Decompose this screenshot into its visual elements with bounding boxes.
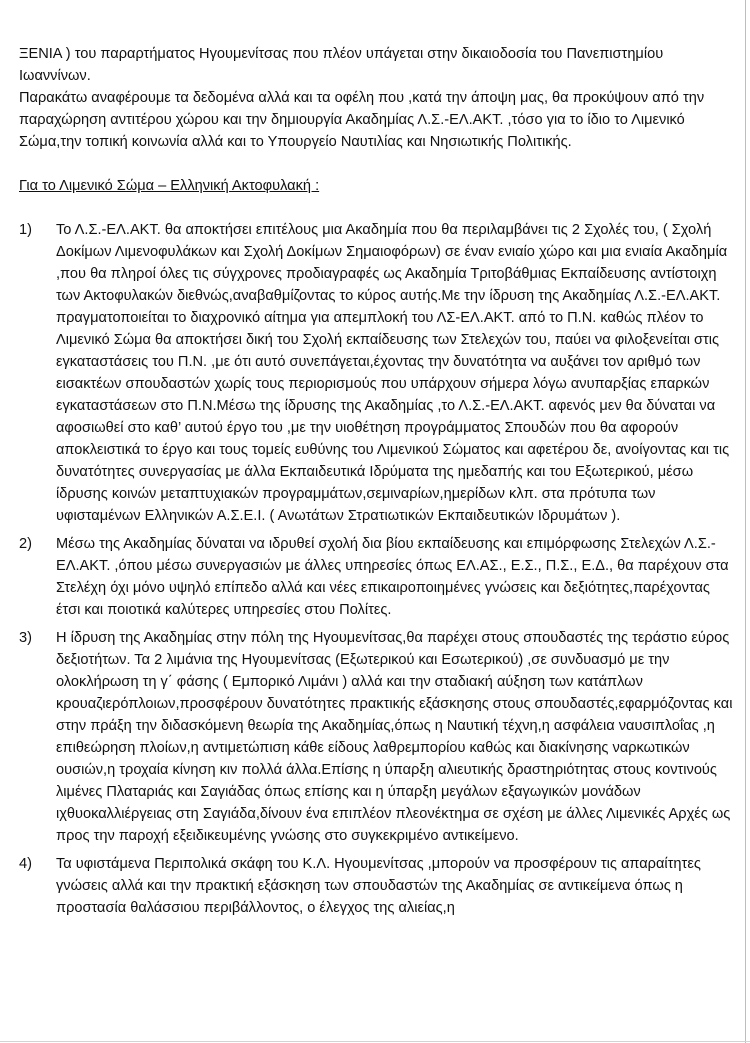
list-item — [19, 853, 735, 919]
list-item-text: Μέσω της Ακαδημίας δύναται να ιδρυθεί σχολή δια βίου εκπαίδευσης και επιμόρφωσης Στελεχών Λ.Σ.-ΕΛ.ΑΚΤ. ,όπου μέσω συνεργασιών με άλλες υπηρεσίες όπως ΕΛ.ΑΣ., Ε.Σ., Π.Σ., Ε.Δ., θα παρέχουν στα Στελέχη όχι μόνο υψηλό επίπεδο αλλά και νέες επικαιροποιημένες γνώσεις και δεξιότητες,παρέχοντας έτσι και ποιοτικά καλύτερες υπηρεσίες στου Πολίτες. — [56, 536, 729, 618]
page-edge-bottom — [0, 1041, 750, 1042]
list-item-number: 4) — [19, 856, 32, 872]
list-item — [19, 533, 735, 621]
list-item-text: Η ίδρυση της Ακαδημίας στην πόλη της Ηγουμενίτσας,θα παρέχει στους σπουδαστές της τεράστιο εύρος δεξιοτήτων. Τα 2 λιμάνια της Ηγουμενίτσας (Εξωτερικού και Εσωτερικού) ,σε συνδυασμό με την ολοκλήρωση τη γ΄ φάσης ( Εμπορικό Λιμάνι ) αλλά και την σταδιακή αύξηση των κατάπλων κρουαζιερόπλοιων,προσφέρουν δυνατότητες πρακτικής εξάσκησης στους σπουδαστές,εφαρμόζοντας και στην πράξη την διδασκόμενη θεωρία της Ακαδημίας,όπως η Ναυτική τέχνη,η ασφάλεια ναυσιπλοΐας ,η επιθεώρηση πλοίων,η αντιμετώπιση κάθε είδους λαθρεμπορίου καθώς και διακίνησης ναρκωτικών ουσιών,η τροχαία κίνηση κιν πολλά άλλα.Επίσης η ύπαρξη αλιευτικής δραστηριότητας στους κοντινούς λιμένες Πλαταριάς και Σαγιάδας όπως επίσης και η ύπαρξη μεγάλων εξαγωγικών μονάδων ιχθυοκαλλιέργειας στη Σαγιάδα,δίνουν ένα επιπλέον πλεονέκτημα σε σχέση με άλλες Λιμενικές Αρχές ως προς την παροχή εξειδικευμένης γνώσης στο συγκεκριμένο αντικείμενο. — [56, 630, 733, 844]
list-item-number: 3) — [19, 630, 32, 646]
list-item-text: Το Λ.Σ.-ΕΛ.ΑΚΤ. θα αποκτήσει επιτέλους μια Ακαδημία που θα περιλαμβάνει τις 2 Σχολές του, ( Σχολή Δοκίμων Λιμενοφυλάκων και Σχολή Δοκίμων Σημαιοφόρων) σε έναν ενιαίο χώρο και μια ενιαία Ακαδημία ,που θα πληροί όλες τις σύγχρονες προδιαγραφές ως Ακαδημία Τριτοβάθμιας Εκπαίδευσης αντίστοιχη των Ακτοφυλακών διεθνώς,αναβαθμίζοντας το κύρος αυτής.Με την ίδρυση της Ακαδημίας Λ.Σ.-ΕΛ.ΑΚΤ. πραγματοποιείται το διαχρονικό αίτημα για απεμπλοκή του ΛΣ-ΕΛ.ΑΚΤ. από το Π.Ν. καθώς πλέον το Λιμενικό Σώμα θα αποκτήσει δική του Σχολή εκπαίδευσης των Στελεχών του, παύει να φιλοξενείται στις εγκαταστάσεις του Π.Ν. ,με ότι αυτό συνεπάγεται,έχοντας την δυνατότητα να αυξάνει τον αριθμό των εισακτέων σπουδαστών χωρίς τους περιορισμούς που υπάρχουν σήμερα λόγω ανυπαρξίας επαρκών εγκαταστάσεων στο Π.Ν.Μέσω της ίδρυσης της Ακαδημίας ,το Λ.Σ.-ΕΛ.ΑΚΤ. αφενός μεν θα δύναται να αφοσιωθεί στο καθ’ αυτού έργο του ,με την υιοθέτηση προγράμματος Σπουδών που θα αφορούν αποκλειστικά το έργο και τους τομείς ευθύνης του Λιμενικού Σώματος και αφετέρου δε, ανοίγοντας και τις δυνατότητες συνεργασίας με άλλα Εκπαιδευτικά Ιδρύματα της ημεδαπής και του Εξωτερικού, μέσω ίδρυσης κοινών μεταπτυχιακών προγραμμάτων,σεμιναρίων,ημερίδων κλπ. στα πρότυπα των υφισταμένων Ελληνικών Α.Σ.Ε.Ι. ( Ανωτάτων Στρατιωτικών Εκπαιδευτικών Ιδρυμάτων ). — [56, 222, 730, 524]
numbered-list — [19, 219, 735, 919]
list-item-text: Τα υφιστάμενα Περιπολικά σκάφη του Κ.Λ. Ηγουμενίτσας ,μπορούν να προσφέρουν τις απαραίτητες γνώσεις αλλά και την πρακτική εξάσκηση των σπουδαστών της Ακαδημίας σε αντικείμενα όπως η προστασία θαλάσσιου περιβάλλοντος, ο έλεγχος της αλιείας,η — [56, 856, 701, 916]
list-item — [19, 627, 735, 847]
page-edge-right — [745, 0, 746, 1043]
document-body — [19, 43, 735, 925]
intro-section — [19, 43, 735, 153]
list-item-number: 1) — [19, 222, 32, 238]
intro-paragraph-1: ΞΕΝΙΑ ) του παραρτήματος Ηγουμενίτσας που πλέον υπάγεται στην δικαιοδοσία του Πανεπιστημίου Ιωαννίνων. — [19, 46, 664, 84]
intro-paragraph-2: Παρακάτω αναφέρουμε τα δεδομένα αλλά και τα οφέλη που ,κατά την άποψη μας, θα προκύψουν από την παραχώρηση αντιτέρου χώρου και την δημιουργία Ακαδημίας Λ.Σ.-ΕΛ.ΑΚΤ. ,τόσο για το ίδιο το Λιμενικό Σώμα,την τοπική κοινωνία αλλά και το Υπουργείο Ναυτιλίας και Νησιωτικής Πολιτικής. — [19, 90, 705, 150]
list-item — [19, 219, 735, 527]
list-item-number: 2) — [19, 536, 32, 552]
section-heading: Για το Λιμενικό Σώμα – Ελληνική Ακτοφυλακή : — [19, 178, 320, 194]
